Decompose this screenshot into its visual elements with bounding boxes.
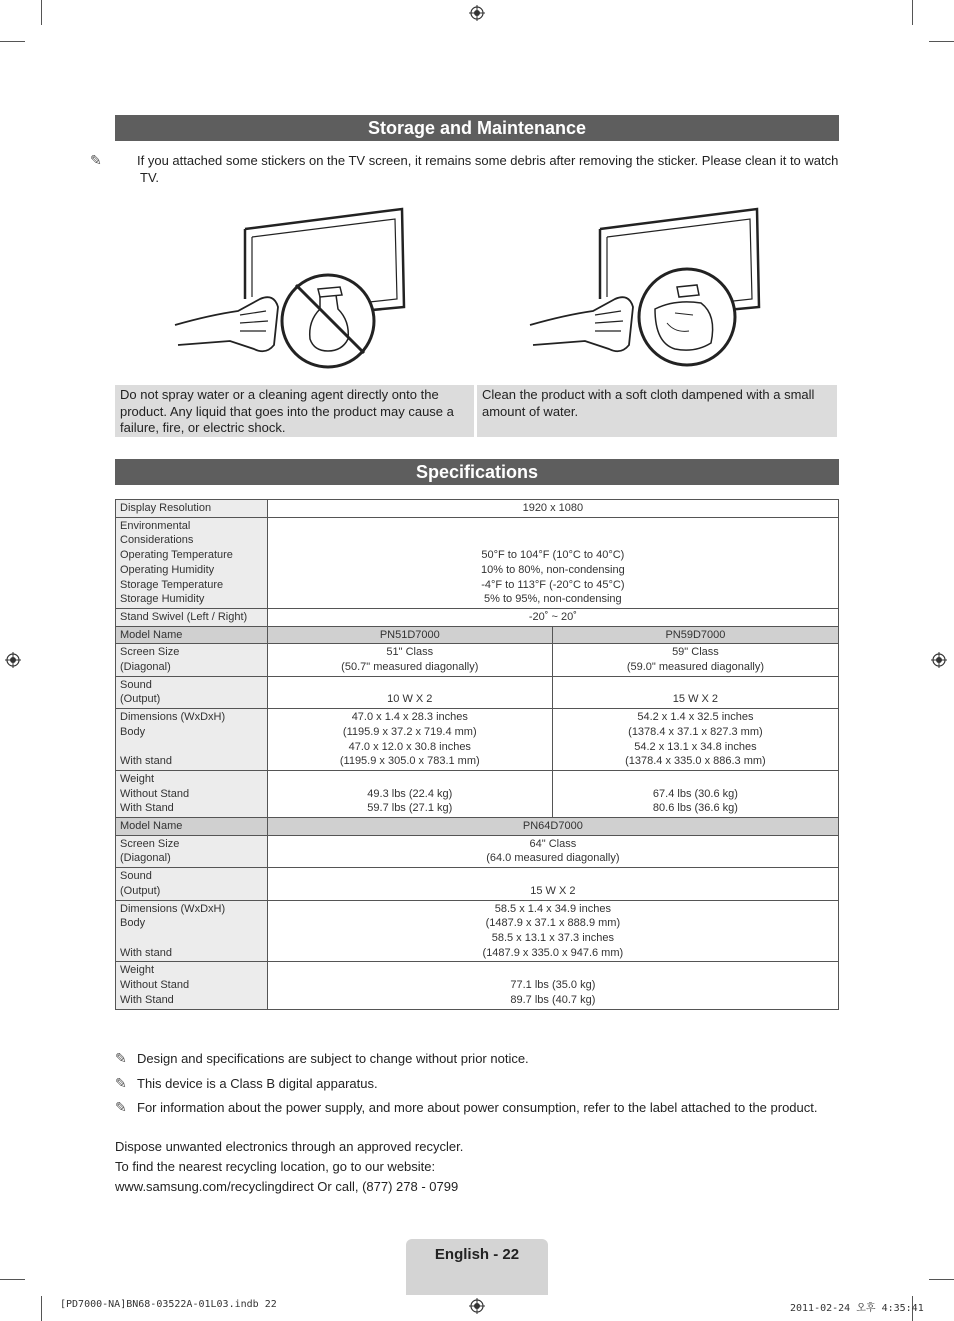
spec-label: Screen Size (Diagonal)	[116, 835, 268, 867]
spec-value: 50°F to 104°F (10°C to 40°C) 10% to 80%, non-condensing -4°F to 113°F (-20°C to 45°C) 5% to 95%, non-condensing	[267, 517, 838, 608]
spec-value: 64" Class (64.0 measured diagonally)	[267, 835, 838, 867]
model-name: PN59D7000	[552, 626, 838, 644]
page-number-tab: English - 22	[406, 1239, 548, 1295]
registration-mark-icon	[931, 652, 947, 668]
registration-mark-icon	[5, 652, 21, 668]
crop-mark	[41, 0, 42, 25]
model-name: PN51D7000	[267, 626, 552, 644]
table-row	[116, 500, 839, 518]
spec-value: -20˚ ~ 20˚	[267, 608, 838, 626]
caption-no-spray: Do not spray water or a cleaning agent directly onto the product. Any liquid that goes into the product may cause a failure, fire, or electric shock.	[115, 385, 474, 437]
spec-label: Sound (Output)	[116, 676, 268, 708]
specifications-table	[115, 499, 839, 1010]
crop-mark	[41, 1296, 42, 1321]
storage-section-title: Storage and Maintenance	[115, 115, 839, 141]
table-row	[116, 676, 839, 708]
table-row	[116, 626, 839, 644]
spec-value: 51" Class (50.7" measured diagonally)	[267, 644, 552, 676]
table-row	[116, 517, 839, 608]
spec-value: 67.4 lbs (30.6 kg) 80.6 lbs (36.6 kg)	[552, 770, 838, 817]
spec-label: Stand Swivel (Left / Right)	[116, 608, 268, 626]
spec-label: Dimensions (WxDxH) Body With stand	[116, 709, 268, 771]
table-row	[116, 900, 839, 962]
print-slug-file: [PD7000-NA]BN68-03522A-01L03.indb 22	[60, 1299, 277, 1310]
pencil-note-icon: ✎	[115, 1050, 127, 1066]
spec-value: 15 W X 2	[267, 868, 838, 900]
crop-mark	[0, 1279, 25, 1280]
pencil-note-icon: ✎	[115, 1075, 127, 1091]
recycle-info	[115, 1137, 463, 1197]
spec-label: Dimensions (WxDxH) Body With stand	[116, 900, 268, 962]
spec-label: Weight Without Stand With Stand	[116, 962, 268, 1009]
caption-soft-cloth: Clean the product with a soft cloth dampened with a small amount of water.	[477, 385, 837, 437]
table-row	[116, 770, 839, 817]
pencil-note-icon: ✎	[115, 1099, 127, 1115]
table-row	[116, 608, 839, 626]
spec-value: 59" Class (59.0" measured diagonally)	[552, 644, 838, 676]
print-slug-date: 2011-02-24 오후 4:35:41	[790, 1303, 924, 1314]
spec-value: 49.3 lbs (22.4 kg) 59.7 lbs (27.1 kg)	[267, 770, 552, 817]
note-power-supply: ✎ For information about the power supply, and more about power consumption, refer to the label attached to the product.	[115, 1099, 818, 1115]
crop-mark	[912, 0, 913, 25]
spec-label: Model Name	[116, 818, 268, 836]
spec-label: Screen Size (Diagonal)	[116, 644, 268, 676]
note-class-b: ✎ This device is a Class B digital apparatus.	[115, 1075, 378, 1091]
crop-mark	[929, 1279, 954, 1280]
table-row	[116, 818, 839, 836]
spec-label: Sound (Output)	[116, 868, 268, 900]
pencil-note-icon: ✎	[90, 152, 102, 168]
table-row	[116, 644, 839, 676]
table-row	[116, 709, 839, 771]
recycle-line: Dispose unwanted electronics through an approved recycler.	[115, 1139, 464, 1154]
spec-value: 58.5 x 1.4 x 34.9 inches (1487.9 x 37.1 x 888.9 mm) 58.5 x 13.1 x 37.3 inches (1487.9 x 335.0 x 947.6 mm)	[267, 900, 838, 962]
recycle-link[interactable]: www.samsung.com/recyclingdirect Or call, (877) 278 - 0799	[115, 1179, 459, 1194]
spec-label: Model Name	[116, 626, 268, 644]
spec-label: Display Resolution	[116, 500, 268, 518]
spec-value: 1920 x 1080	[267, 500, 838, 518]
registration-mark-icon	[469, 5, 485, 21]
recycle-line: To find the nearest recycling location, go to our website:	[115, 1159, 436, 1174]
table-row	[116, 835, 839, 867]
no-spray-illustration	[170, 203, 410, 373]
table-row	[116, 962, 839, 1009]
soft-cloth-illustration	[525, 203, 765, 373]
spec-label: Weight Without Stand With Stand	[116, 770, 268, 817]
table-row	[116, 868, 839, 900]
spec-value: 15 W X 2	[552, 676, 838, 708]
spec-label: Environmental Considerations Operating Temperature Operating Humidity Storage Temperature Storage Humidity	[116, 517, 268, 608]
crop-mark	[0, 41, 25, 42]
spec-value: 54.2 x 1.4 x 32.5 inches (1378.4 x 37.1 x 827.3 mm) 54.2 x 13.1 x 34.8 inches (1378.4 x 335.0 x 886.3 mm)	[552, 709, 838, 771]
note-design-change: ✎ Design and specifications are subject to change without prior notice.	[115, 1050, 529, 1066]
specifications-section-title: Specifications	[115, 459, 839, 485]
registration-mark-icon	[469, 1298, 485, 1314]
spec-value: 47.0 x 1.4 x 28.3 inches (1195.9 x 37.2 x 719.4 mm) 47.0 x 12.0 x 30.8 inches (1195.9 x 305.0 x 783.1 mm)	[267, 709, 552, 771]
crop-mark	[929, 41, 954, 42]
model-name: PN64D7000	[267, 818, 838, 836]
spec-value: 10 W X 2	[267, 676, 552, 708]
spec-value: 77.1 lbs (35.0 kg) 89.7 lbs (40.7 kg)	[267, 962, 838, 1009]
sticker-note: ✎ If you attached some stickers on the TV screen, it remains some debris after removing the sticker. Please clean it to watch TV.	[90, 152, 839, 185]
